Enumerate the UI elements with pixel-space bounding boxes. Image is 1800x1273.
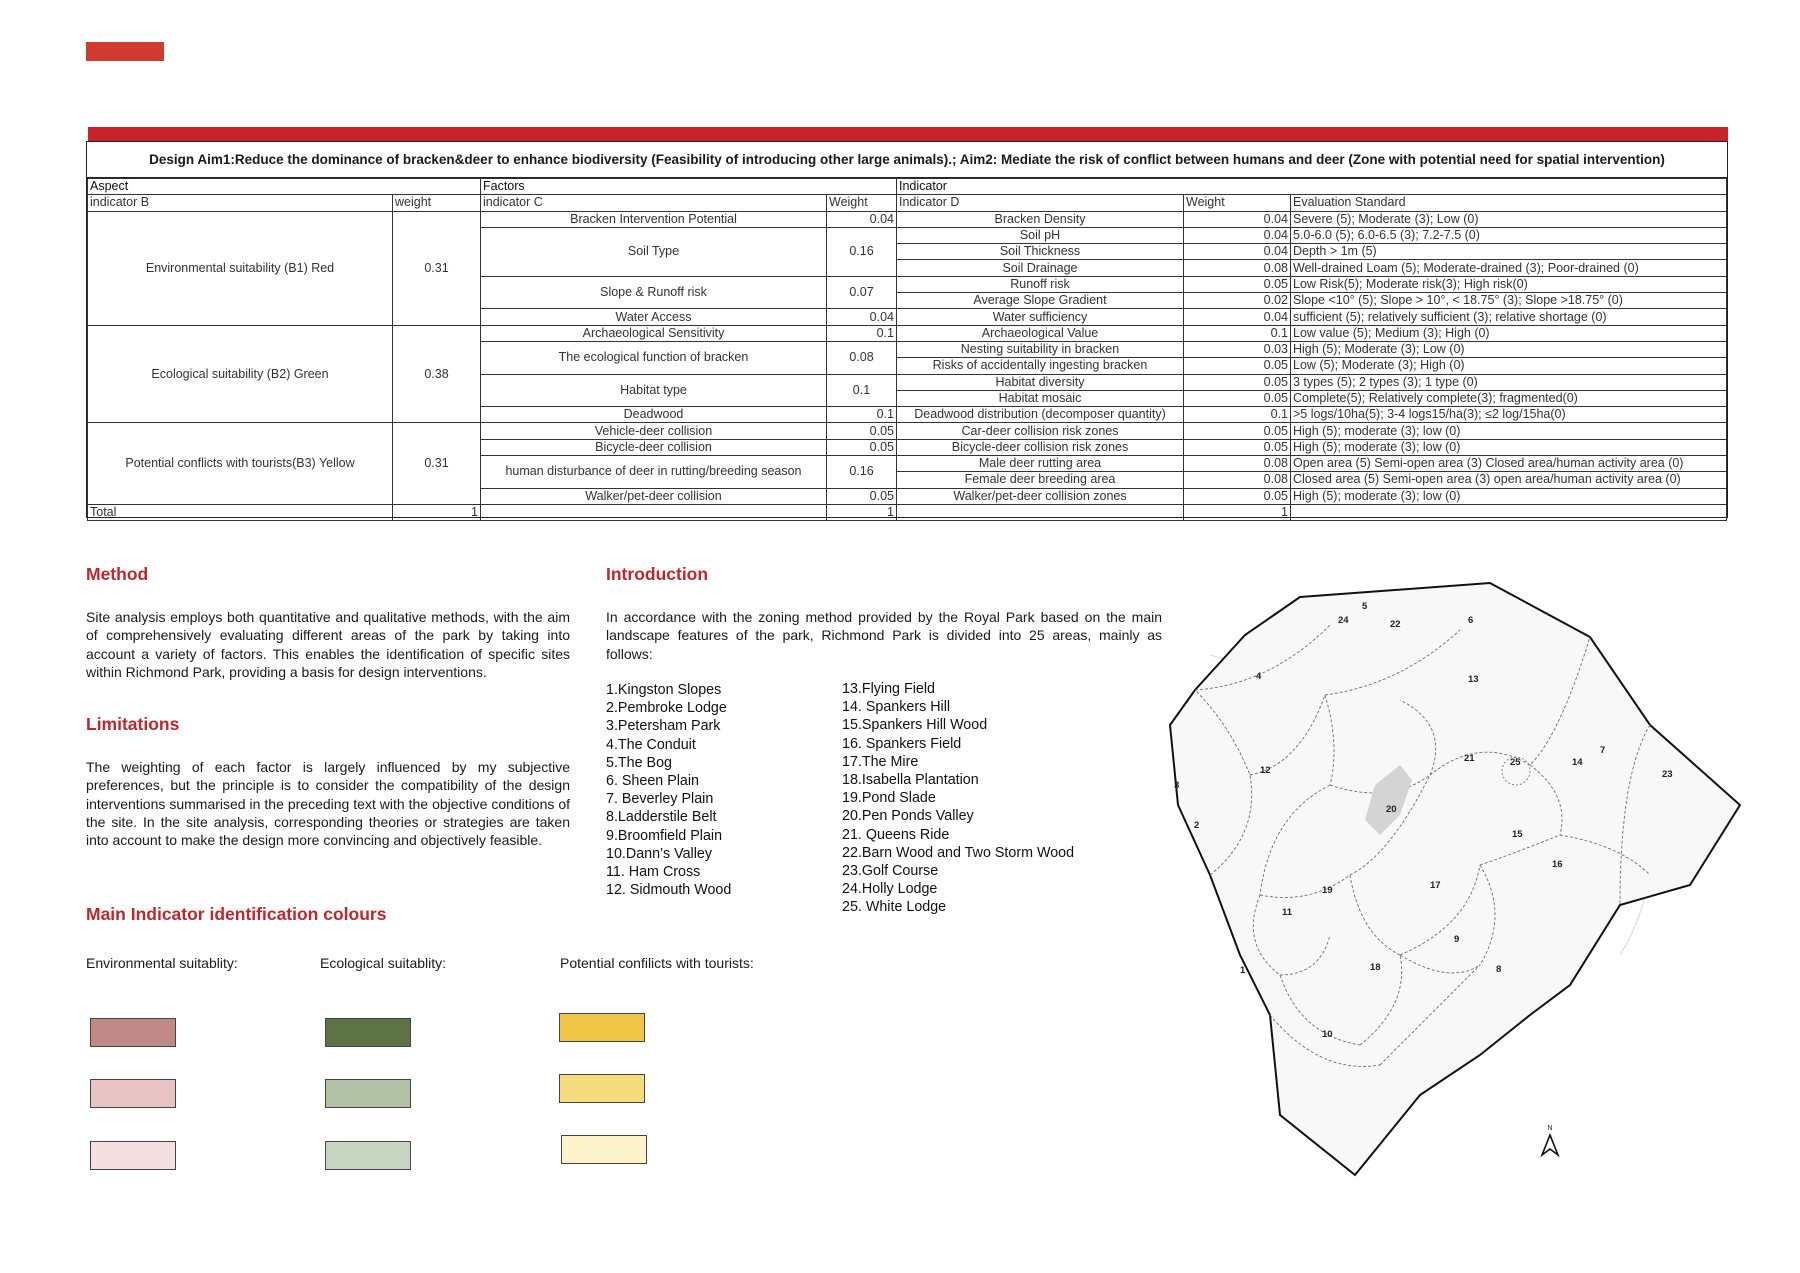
zone-list-item: 19.Pond Slade xyxy=(842,790,936,807)
cell-cw: 0.04 xyxy=(827,211,897,227)
eco-swatch-light xyxy=(325,1141,411,1170)
cell-cw: 0.04 xyxy=(827,309,897,325)
cell-dw: 0.08 xyxy=(1184,456,1291,472)
cell-d: Car-deer collision risk zones xyxy=(897,423,1184,439)
cell-d: Average Slope Gradient xyxy=(897,293,1184,309)
zone-list-item: 11. Ham Cross xyxy=(606,864,701,881)
map-label-13: 13 xyxy=(1468,674,1479,685)
cell-c: Deadwood xyxy=(481,407,827,423)
map-label-5: 5 xyxy=(1362,601,1368,612)
cell-d: Deadwood distribution (decomposer quantity) xyxy=(897,407,1184,423)
cell-dw: 0.05 xyxy=(1184,374,1291,390)
zone-list-left xyxy=(606,681,731,899)
colours-title: Main Indicator identification colours xyxy=(86,904,387,924)
zone-list-item: 21. Queens Ride xyxy=(842,826,950,843)
map-label-16: 16 xyxy=(1552,859,1563,870)
method-title: Method xyxy=(86,564,149,584)
zone-list-item: 2.Pembroke Lodge xyxy=(606,700,727,717)
cell-cw: 0.1 xyxy=(827,407,897,423)
conflict-label: Potential confilicts with tourists: xyxy=(560,955,754,971)
cell-cw: 0.05 xyxy=(827,488,897,504)
cell-dw: 0.1 xyxy=(1184,407,1291,423)
cell-c: Habitat type xyxy=(481,374,827,407)
cell-d: Habitat diversity xyxy=(897,374,1184,390)
cell-bw: 0.31 xyxy=(393,423,481,504)
cell-b: Environmental suitability (B1) Red xyxy=(88,211,393,325)
eco-swatch-mid xyxy=(325,1079,411,1108)
zone-list-item: 18.Isabella Plantation xyxy=(842,772,979,789)
cell-cw: 0.05 xyxy=(827,439,897,455)
map-label-9: 9 xyxy=(1454,934,1460,945)
cell-c: Water Access xyxy=(481,309,827,325)
map-label-14: 14 xyxy=(1572,757,1583,768)
cell-dw: 0.1 xyxy=(1184,325,1291,341)
table-accent-band xyxy=(88,127,1728,141)
zone-list-item: 25. White Lodge xyxy=(842,899,947,916)
map-label-1: 1 xyxy=(1240,965,1246,976)
cell-s: Complete(5); Relatively complete(3); fragmented(0) xyxy=(1291,390,1727,406)
cell-d: Female deer breeding area xyxy=(897,472,1184,488)
cell-dw: 0.03 xyxy=(1184,341,1291,357)
cell-s: High (5); Moderate (3); Low (0) xyxy=(1291,341,1727,357)
cell-d: Bracken Density xyxy=(897,211,1184,227)
total-bw: 1 xyxy=(393,504,481,520)
cell-s: >5 logs/10ha(5); 3-4 logs15/ha(3); ≤2 log/15ha(0) xyxy=(1291,407,1727,423)
cell-s: High (5); moderate (3); low (0) xyxy=(1291,423,1727,439)
cell-b: Ecological suitability (B2) Green xyxy=(88,325,393,423)
map-label-24: 24 xyxy=(1338,615,1349,626)
header-weight-b: weight xyxy=(393,195,481,211)
env-swatch-dark xyxy=(90,1018,176,1047)
zone-list-item: 4.The Conduit xyxy=(606,736,696,753)
map-label-6: 6 xyxy=(1468,615,1474,626)
cell-c: Soil Type xyxy=(481,227,827,276)
header-aspect: Aspect xyxy=(88,179,481,195)
cell-dw: 0.08 xyxy=(1184,472,1291,488)
conflict-swatch-dark xyxy=(559,1013,645,1042)
cell-cw: 0.1 xyxy=(827,325,897,341)
env-label: Environmental suitablity: xyxy=(86,955,238,971)
north-arrow xyxy=(1542,1125,1558,1155)
zone-list-item: 12. Sidmouth Wood xyxy=(606,882,732,899)
cell-dw: 0.04 xyxy=(1184,211,1291,227)
introduction-text: In accordance with the zoning method provided by the Royal Park based on the main landscape features of the park, Richmond Park is divided into 25 areas, mainly as follows: xyxy=(606,609,1162,662)
cell-s: High (5); moderate (3); low (0) xyxy=(1291,488,1727,504)
cell-d: Walker/pet-deer collision zones xyxy=(897,488,1184,504)
cell-c: Walker/pet-deer collision xyxy=(481,488,827,504)
zone-list-item: 13.Flying Field xyxy=(842,681,935,697)
conflict-swatch-light xyxy=(561,1135,647,1164)
cell-c: Archaeological Sensitivity xyxy=(481,325,827,341)
cell-d: Soil Thickness xyxy=(897,244,1184,260)
cell-dw: 0.05 xyxy=(1184,358,1291,374)
cell-c: Bracken Intervention Potential xyxy=(481,211,827,227)
map-label-7: 7 xyxy=(1600,745,1606,756)
zone-list-item: 3.Petersham Park xyxy=(606,718,721,735)
cell-d: Soil Drainage xyxy=(897,260,1184,276)
cell-d: Archaeological Value xyxy=(897,325,1184,341)
zone-list-item: 17.The Mire xyxy=(842,753,919,770)
total-label: Total xyxy=(88,504,393,520)
header-standard: Evaluation Standard xyxy=(1291,195,1727,211)
map-label-23: 23 xyxy=(1662,769,1673,780)
north-arrow-icon xyxy=(1542,1135,1558,1155)
cell-s: Low Risk(5); Moderate risk(3); High risk(0) xyxy=(1291,276,1727,292)
total-cw: 1 xyxy=(827,504,897,520)
limitations-title: Limitations xyxy=(86,714,180,734)
zone-list-item: 10.Dann’s Valley xyxy=(606,845,712,862)
cell-dw: 0.05 xyxy=(1184,439,1291,455)
cell-s: 3 types (5); 2 types (3); 1 type (0) xyxy=(1291,374,1727,390)
total-dw: 1 xyxy=(1184,504,1291,520)
cell-dw: 0.04 xyxy=(1184,309,1291,325)
park-zone-map xyxy=(1150,575,1750,1185)
map-label-22: 22 xyxy=(1390,619,1401,630)
cell-s: Closed area (5) Semi-open area (3) open area/human activity area (0) xyxy=(1291,472,1727,488)
eco-label: Ecological suitablity: xyxy=(320,955,447,971)
cell-bw: 0.31 xyxy=(393,211,481,325)
header-indicator-b: indicator B xyxy=(88,195,393,211)
cell-c: Slope & Runoff risk xyxy=(481,276,827,309)
map-label-8: 8 xyxy=(1496,964,1502,975)
limitations-text: The weighting of each factor is largely influenced by my subjective preferences, but the principle is to consider the compatibility of the design interventions summarised in the preceding text with the objective conditions of the site. In the site analysis, corresponding theories or strategies are taken into account to make the design more convincing and objectively feasible. xyxy=(86,759,570,849)
cell-c: human disturbance of deer in rutting/breeding season xyxy=(481,456,827,489)
header-indicator-c: indicator C xyxy=(481,195,827,211)
cell-s: Depth > 1m (5) xyxy=(1291,244,1727,260)
zone-list-item: 20.Pen Ponds Valley xyxy=(842,808,974,825)
map-label-20: 20 xyxy=(1386,804,1397,815)
map-label-19: 19 xyxy=(1322,885,1333,896)
cell-d: Risks of accidentally ingesting bracken xyxy=(897,358,1184,374)
map-label-15: 15 xyxy=(1512,829,1523,840)
cell-s: Low (5); Moderate (3); High (0) xyxy=(1291,358,1727,374)
header-accent-bar xyxy=(86,42,164,61)
map-label-4: 4 xyxy=(1256,671,1262,682)
cell-d: Soil pH xyxy=(897,227,1184,243)
cell-dw: 0.08 xyxy=(1184,260,1291,276)
cell-s: Slope <10° (5); Slope > 10°, < 18.75° (3); Slope >18.75° (0) xyxy=(1291,293,1727,309)
map-label-3: 3 xyxy=(1174,780,1180,791)
map-label-11: 11 xyxy=(1282,907,1293,918)
indicator-grid xyxy=(87,178,1727,521)
cell-cw: 0.07 xyxy=(827,276,897,309)
cell-s: sufficient (5); relatively sufficient (3); relative shortage (0) xyxy=(1291,309,1727,325)
introduction-title: Introduction xyxy=(606,564,709,584)
method-text: Site analysis employs both quantitative and qualitative methods, with the aim of comprehensively evaluating different areas of the park by taking into account a variety of factors. This enables the identification of specific sites within Richmond Park, providing a basis for design interventions. xyxy=(86,609,570,680)
zone-list-item: 16. Spankers Field xyxy=(842,735,962,752)
header-indicator-d: Indicator D xyxy=(897,195,1184,211)
cell-dw: 0.02 xyxy=(1184,293,1291,309)
cell-dw: 0.05 xyxy=(1184,276,1291,292)
cell-d: Water sufficiency xyxy=(897,309,1184,325)
zone-list-right xyxy=(842,680,1074,917)
zone-list-item: 24.Holly Lodge xyxy=(842,881,938,898)
cell-s: High (5); moderate (3); low (0) xyxy=(1291,439,1727,455)
env-swatch-light xyxy=(90,1141,176,1170)
conflict-swatch-mid xyxy=(559,1074,645,1103)
cell-d: Bicycle-deer collision risk zones xyxy=(897,439,1184,455)
zone-list-item: 23.Golf Course xyxy=(842,863,939,880)
cell-cw: 0.1 xyxy=(827,374,897,407)
zone-list-item: 5.The Bog xyxy=(606,754,672,771)
zone-list-item: 14. Spankers Hill xyxy=(842,699,951,716)
zone-list-item: 7. Beverley Plain xyxy=(606,791,714,808)
cell-s: Open area (5) Semi-open area (3) Closed area/human activity area (0) xyxy=(1291,456,1727,472)
cell-s: Well-drained Loam (5); Moderate-drained (3); Poor-drained (0) xyxy=(1291,260,1727,276)
cell-c: The ecological function of bracken xyxy=(481,341,827,374)
zone-list-item: 1.Kingston Slopes xyxy=(606,682,722,698)
header-weight-c: Weight xyxy=(827,195,897,211)
cell-dw: 0.05 xyxy=(1184,423,1291,439)
cell-cw: 0.05 xyxy=(827,423,897,439)
map-label-25: 25 xyxy=(1510,757,1521,768)
zone-list-item: 6. Sheen Plain xyxy=(606,773,699,790)
cell-d: Male deer rutting area xyxy=(897,456,1184,472)
cell-bw: 0.38 xyxy=(393,325,481,423)
header-indicator: Indicator xyxy=(897,179,1727,195)
map-label-18: 18 xyxy=(1370,962,1381,973)
map-label-10: 10 xyxy=(1322,1029,1333,1040)
cell-dw: 0.05 xyxy=(1184,390,1291,406)
map-label-17: 17 xyxy=(1430,880,1441,891)
zone-list-item: 15.Spankers Hill Wood xyxy=(842,717,988,734)
cell-s: Low value (5); Medium (3); High (0) xyxy=(1291,325,1727,341)
cell-d: Runoff risk xyxy=(897,276,1184,292)
cell-s: Severe (5); Moderate (3); Low (0) xyxy=(1291,211,1727,227)
cell-d: Habitat mosaic xyxy=(897,390,1184,406)
cell-c: Bicycle-deer collision xyxy=(481,439,827,455)
cell-d: Nesting suitability in bracken xyxy=(897,341,1184,357)
eco-swatch-dark xyxy=(325,1018,411,1047)
cell-b: Potential conflicts with tourists(B3) Yellow xyxy=(88,423,393,504)
map-label-12: 12 xyxy=(1260,765,1271,776)
cell-s: 5.0-6.0 (5); 6.0-6.5 (3); 7.2-7.5 (0) xyxy=(1291,227,1727,243)
header-factors: Factors xyxy=(481,179,897,195)
header-weight-d: Weight xyxy=(1184,195,1291,211)
cell-dw: 0.04 xyxy=(1184,244,1291,260)
env-swatch-mid xyxy=(90,1079,176,1108)
cell-cw: 0.16 xyxy=(827,456,897,489)
cell-dw: 0.05 xyxy=(1184,488,1291,504)
cell-dw: 0.04 xyxy=(1184,227,1291,243)
map-label-2: 2 xyxy=(1194,820,1200,831)
indicator-table xyxy=(86,141,1728,518)
map-label-21: 21 xyxy=(1464,753,1475,764)
zone-list-item: 22.Barn Wood and Two Storm Wood xyxy=(842,844,1075,861)
cell-cw: 0.08 xyxy=(827,341,897,374)
cell-cw: 0.16 xyxy=(827,227,897,276)
zone-list-item: 9.Broomfield Plain xyxy=(606,827,723,844)
cell-c: Vehicle-deer collision xyxy=(481,423,827,439)
table-title: Design Aim1:Reduce the dominance of bracken&deer to enhance biodiversity (Feasibility of introducing other large animals).; Aim2: Mediate the risk of conflict between humans and deer (Zone with potential need for spatial intervention) xyxy=(87,142,1727,178)
north-label: N xyxy=(1547,1125,1553,1132)
zone-list-item: 8.Ladderstile Belt xyxy=(606,809,717,826)
